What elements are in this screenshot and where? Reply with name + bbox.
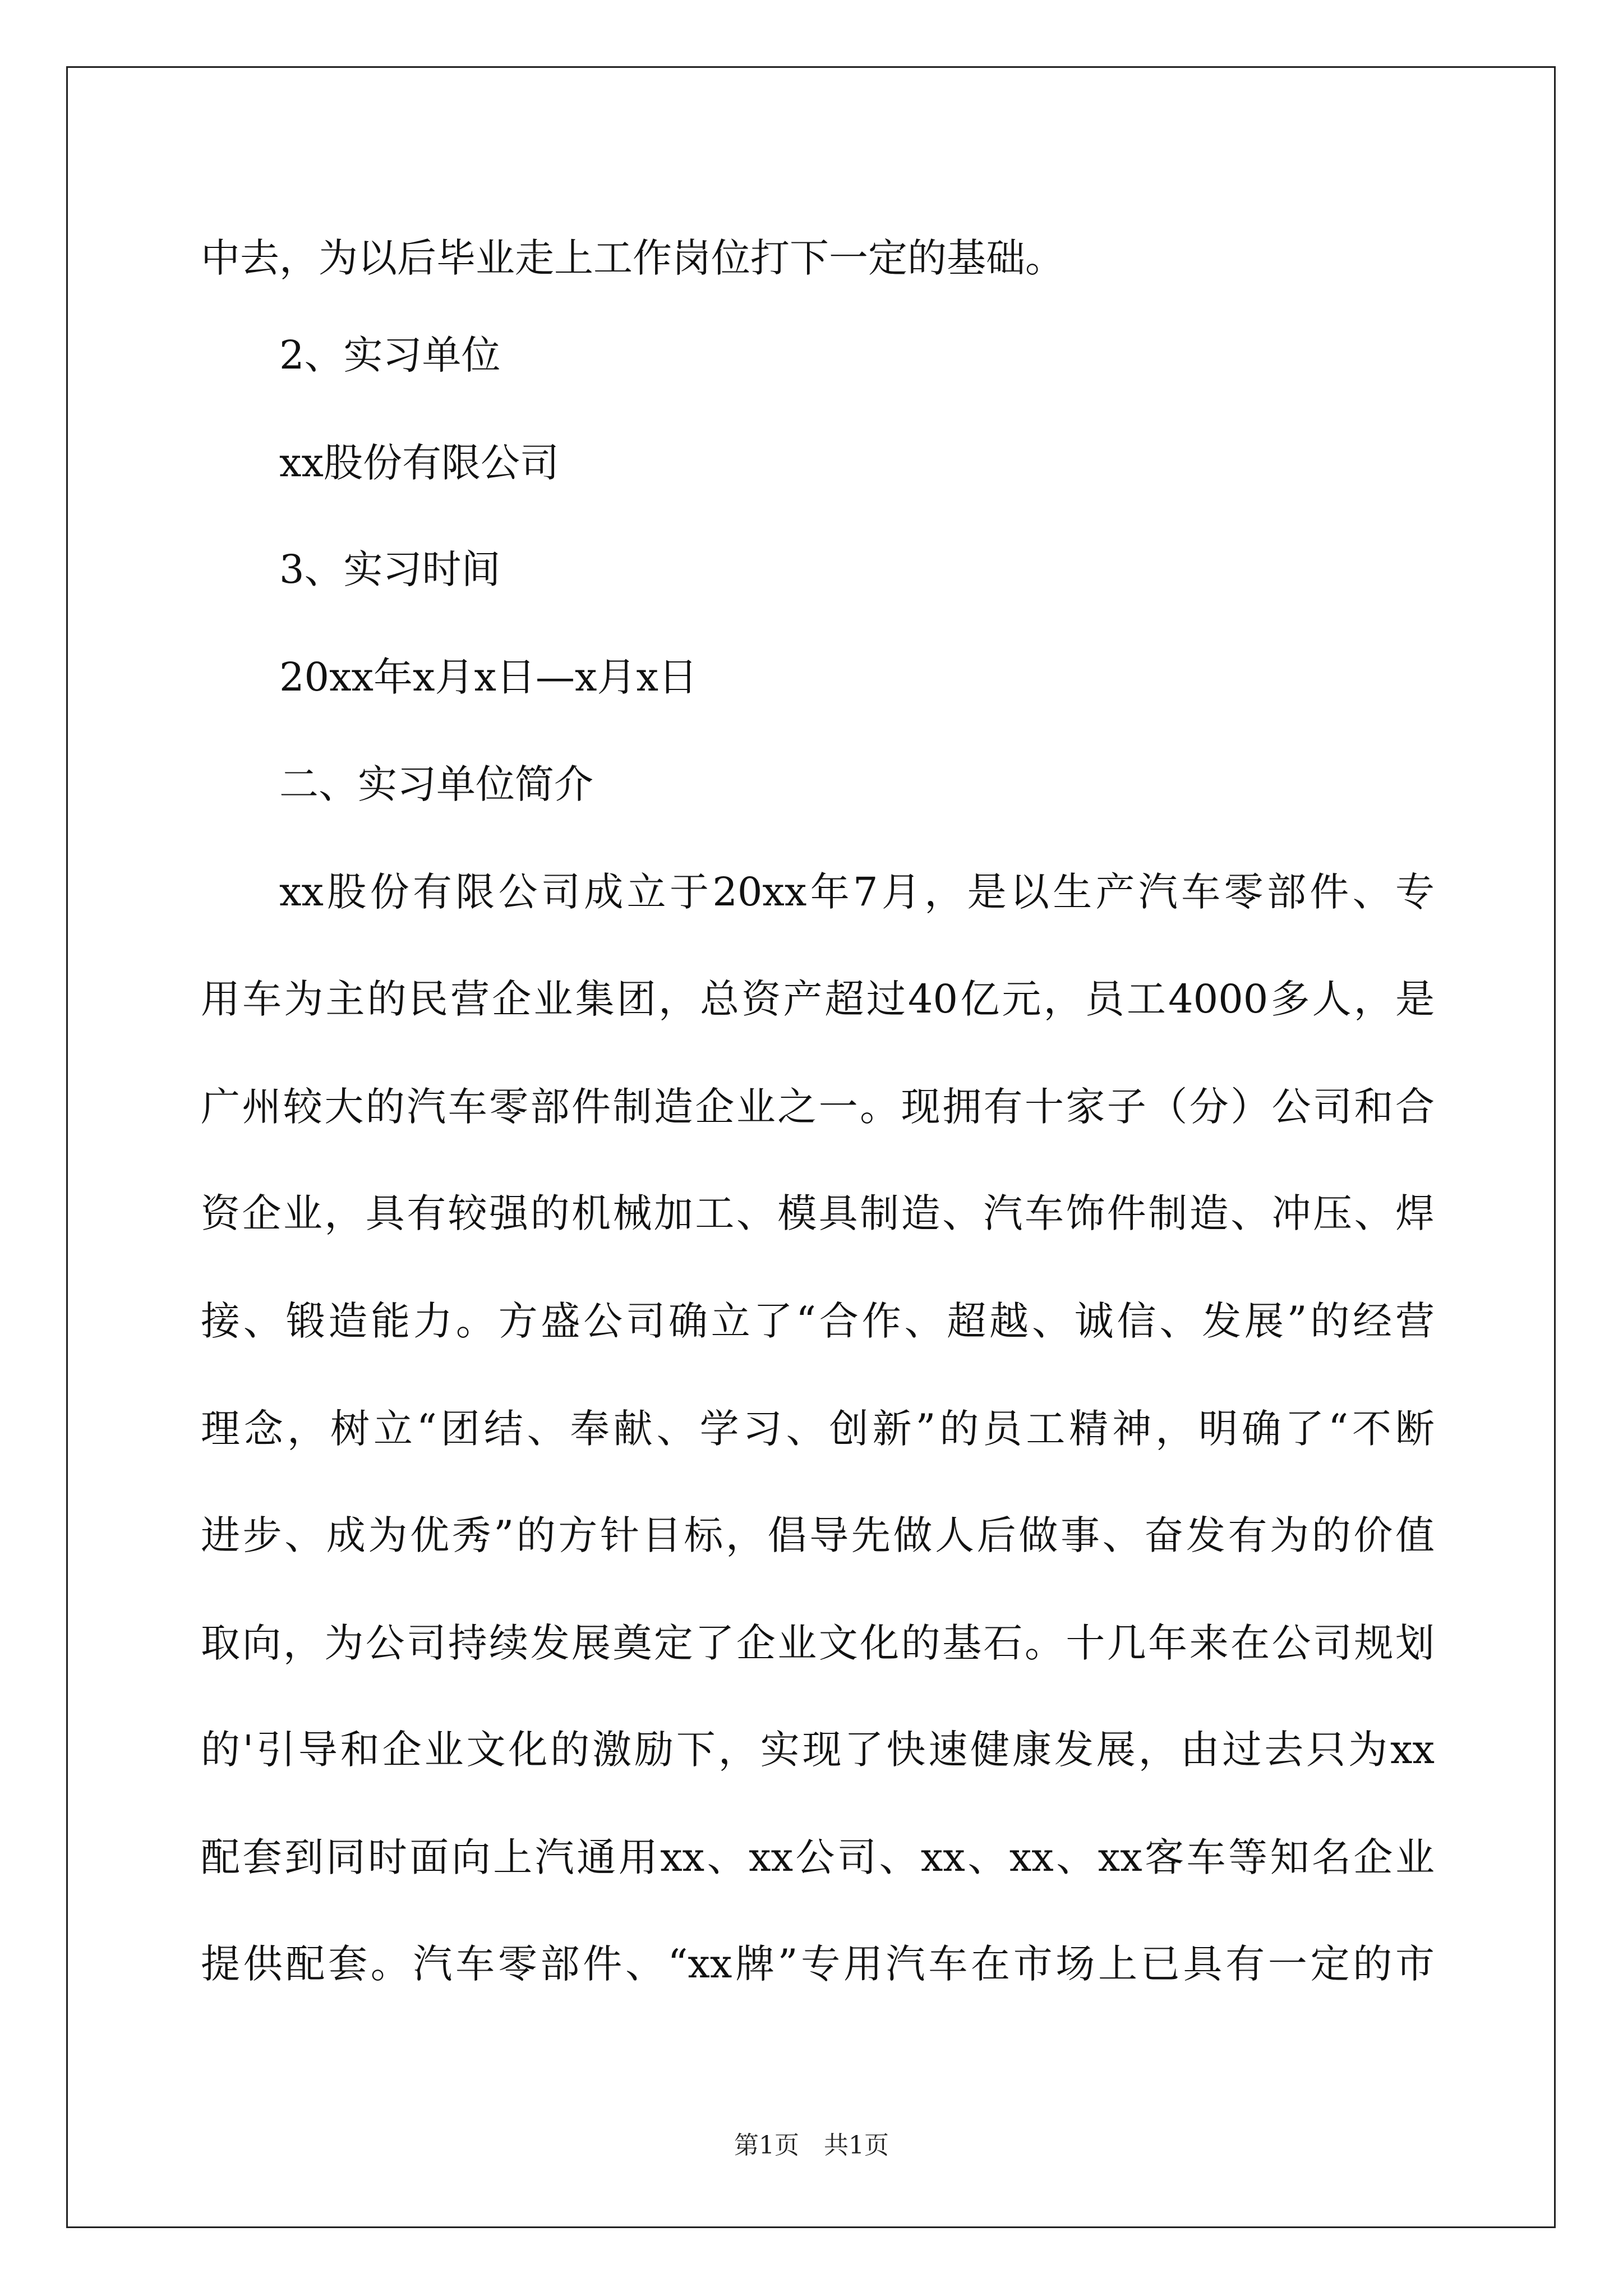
paragraph-line: 提供配套。汽车零部件、“xx牌”专用汽车在市场上已具有一定的市 <box>201 1941 1435 1987</box>
section-heading: 2、实习单位 <box>279 332 501 378</box>
paragraph-line: 理念，树立“团结、奉献、学习、创新”的员工精神，明确了“不断 <box>201 1406 1435 1452</box>
paragraph-line: 配套到同时面向上汽通用xx、xx公司、xx、xx、xx客车等知名企业 <box>201 1834 1435 1880</box>
paragraph-line: 的'引导和企业文化的激励下，实现了快速健康发展，由过去只为xx <box>201 1727 1435 1773</box>
paragraph-line: 资企业，具有较强的机械加工、模具制造、汽车饰件制造、冲压、焊 <box>201 1190 1435 1236</box>
section-heading: 二、实习单位简介 <box>279 761 593 807</box>
paragraph-line: 广州较大的汽车零部件制造企业之一。现拥有十家子（分）公司和合 <box>201 1084 1435 1130</box>
section-heading: 3、实习时间 <box>279 546 501 592</box>
text-line: 中去，为以后毕业走上工作岗位打下一定的基础。 <box>201 235 1064 281</box>
paragraph-line: 进步、成为优秀”的方针目标，倡导先做人后做事、奋发有为的价值 <box>201 1512 1435 1558</box>
text-line: xx股份有限公司 <box>279 440 559 486</box>
paragraph-line: 用车为主的民营企业集团，总资产超过40亿元，员工4000多人，是 <box>201 976 1435 1022</box>
paragraph-line: xx股份有限公司成立于20xx年7月，是以生产汽车零部件、专 <box>279 869 1435 915</box>
text-line: 20xx年x月x日—x月x日 <box>279 654 698 700</box>
paragraph-line: 接、锻造能力。方盛公司确立了“合作、超越、诚信、发展”的经营 <box>201 1298 1435 1344</box>
paragraph-line: 取向，为公司持续发展奠定了企业文化的基石。十几年来在公司规划 <box>201 1620 1435 1666</box>
page-border <box>66 66 1556 2228</box>
page-footer: 第1页 共1页 <box>734 2131 889 2160</box>
